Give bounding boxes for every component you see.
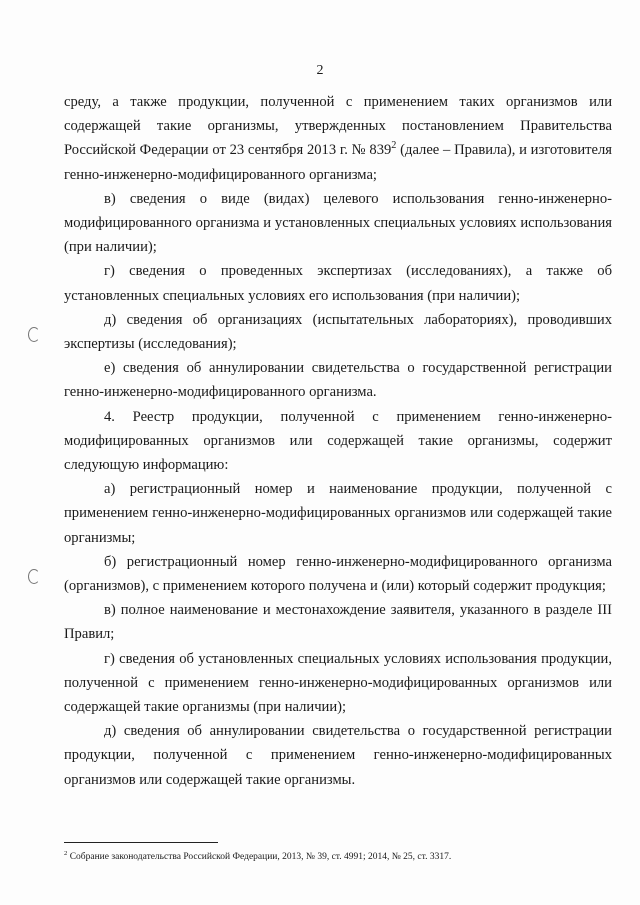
paragraph-item-v: в) сведения о виде (видах) целевого использования генно-инженерно-модифицированного организма и установленных специальных условиях использования (при наличии); xyxy=(64,190,612,256)
punch-hole-bottom xyxy=(28,569,40,584)
paragraph-item-v2: в) полное наименование и местонахождение заявителя, указанного в разделе III Правил; xyxy=(64,602,612,643)
footnote xyxy=(64,851,624,863)
paragraph-text-after: (далее – Правила), и изготовителя генно-инженерно-модифицированного организма; xyxy=(64,142,613,183)
footnote-reference: 2 xyxy=(391,140,397,152)
footnote-divider xyxy=(64,842,218,843)
paragraph-item-b: б) регистрационный номер генно-инженерно-модифицированного организма (организмов), с применением которого получена и (или) который содержит продукция; xyxy=(64,553,612,595)
page-number: 2 xyxy=(316,63,324,78)
paragraph-item-d2: д) сведения об аннулировании свидетельства о государственной регистрации продукции, полученной с применением генно-инженерно-модифицированных организмов или содержащей такие организмы. xyxy=(64,723,612,788)
paragraph-section-4: 4. Реестр продукции, полученной с применением генно-инженерно-модифицированных организмов или содержащей такие организмы, содержит следующую информацию: xyxy=(64,408,612,474)
paragraph-text: среду, а также продукции, полученной с применением таких организмов или содержащей такие организмы, утвержденных постановлением Правительства Российской Федерации от 23 сентября 2013 г. № 839 xyxy=(64,94,612,159)
paragraph-item-g: г) сведения о проведенных экспертизах (исследованиях), а также об установленных специальных условиях его использования (при наличии); xyxy=(64,263,612,304)
paragraph-item-g2: г) сведения об установленных специальных условиях использования продукции, полученной с применением генно-инженерно-модифицированных организмов или содержащей такие организмы (при наличии); xyxy=(64,650,612,716)
paragraph-item-d: д) сведения об организациях (испытательных лабораториях), проводивших экспертизы (исследования); xyxy=(64,311,612,353)
paragraph-item-a: а) регистрационный номер и наименование продукции, полученной с применением генно-инженерно-модифицированных организмов или содержащей такие организмы; xyxy=(64,481,612,546)
paragraph-continuation xyxy=(64,90,612,187)
document-body xyxy=(64,90,612,792)
punch-hole-top xyxy=(28,327,40,342)
footnote-text: Собрание законодательства Российской Федерации, 2013, № 39, ст. 4991; 2014, № 25, ст. 3317. xyxy=(67,852,452,862)
footnote-mark: 2 xyxy=(64,849,68,857)
paragraph-item-e: е) сведения об аннулировании свидетельства о государственной регистрации генно-инженерно-модифицированного организма. xyxy=(64,360,612,401)
